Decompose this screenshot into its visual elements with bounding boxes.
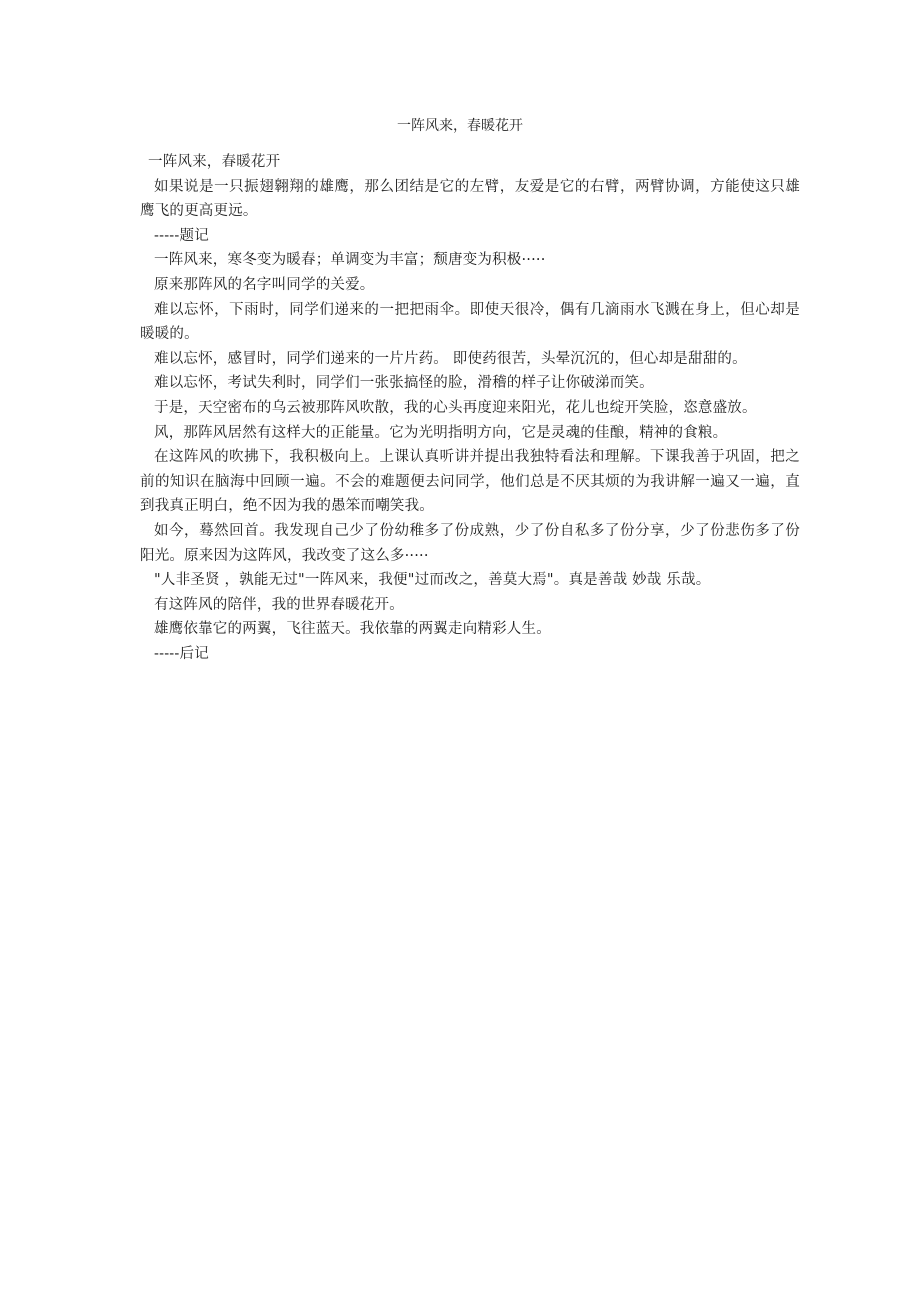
paragraph: "人非圣贤 ，孰能无过"一阵风来，我便"过而改之，善莫大焉"。真是善哉 妙哉 乐哉。 — [154, 572, 711, 589]
paragraph-afterword-label: -----后记 — [154, 645, 209, 662]
document-body — [140, 150, 800, 666]
paragraph: 如果说是一只振翅翱翔的雄鹰，那么团结是它的左臂，友爱是它的右臂，两臂协调，方能使这只雄鹰飞的更高更远。 — [140, 178, 800, 220]
paragraph: 如今，蓦然回首。我发现自己少了份幼稚多了份成熟，少了份自私多了份分享，少了份悲伤多了份阳光。原来因为这阵风，我改变了这么多····· — [140, 522, 800, 564]
paragraph: 原来那阵风的名字叫同学的关爱。 — [154, 276, 375, 293]
paragraph: 难以忘怀，下雨时，同学们递来的一把把雨伞。即使天很冷，偶有几滴雨水飞溅在身上，但心却是暖暖的。 — [140, 301, 800, 343]
paragraph: 难以忘怀，感冒时，同学们递来的一片片药。 即使药很苦，头晕沉沉的，但心却是甜甜的。 — [154, 350, 747, 367]
paragraph: 雄鹰依靠它的两翼，飞往蓝天。我依靠的两翼走向精彩人生。 — [154, 621, 551, 638]
paragraph-epigraph-label: -----题记 — [154, 227, 209, 244]
paragraph: 于是，天空密布的乌云被那阵风吹散，我的心头再度迎来阳光，花儿也绽开笑脸，恣意盛放。 — [154, 399, 757, 416]
document-title: 一阵风来，春暖花开 — [397, 118, 523, 134]
paragraph: 在这阵风的吹拂下，我积极向上。上课认真听讲并提出我独特看法和理解。下课我善于巩固，把之前的知识在脑海中回顾一遍。不会的难题便去问同学，他们总是不厌其烦的为我讲解一遍又一遍，直到我真正明白，绝不因为我的愚笨而嘲笑我。 — [140, 449, 800, 515]
paragraph: 难以忘怀，考试失利时，同学们一张张搞怪的脸，滑稽的样子让你破涕而笑。 — [154, 375, 654, 392]
paragraph: 风，那阵风居然有这样大的正能量。它为光明指明方向，它是灵魂的佳酿，精神的食粮。 — [154, 424, 728, 441]
paragraph: 一阵风来，寒冬变为暖春；单调变为丰富；颓唐变为积极····· — [154, 252, 546, 269]
paragraph: 有这阵风的陪伴，我的世界春暖花开。 — [154, 596, 404, 613]
paragraph-heading: 一阵风来，春暖花开 — [148, 154, 281, 170]
